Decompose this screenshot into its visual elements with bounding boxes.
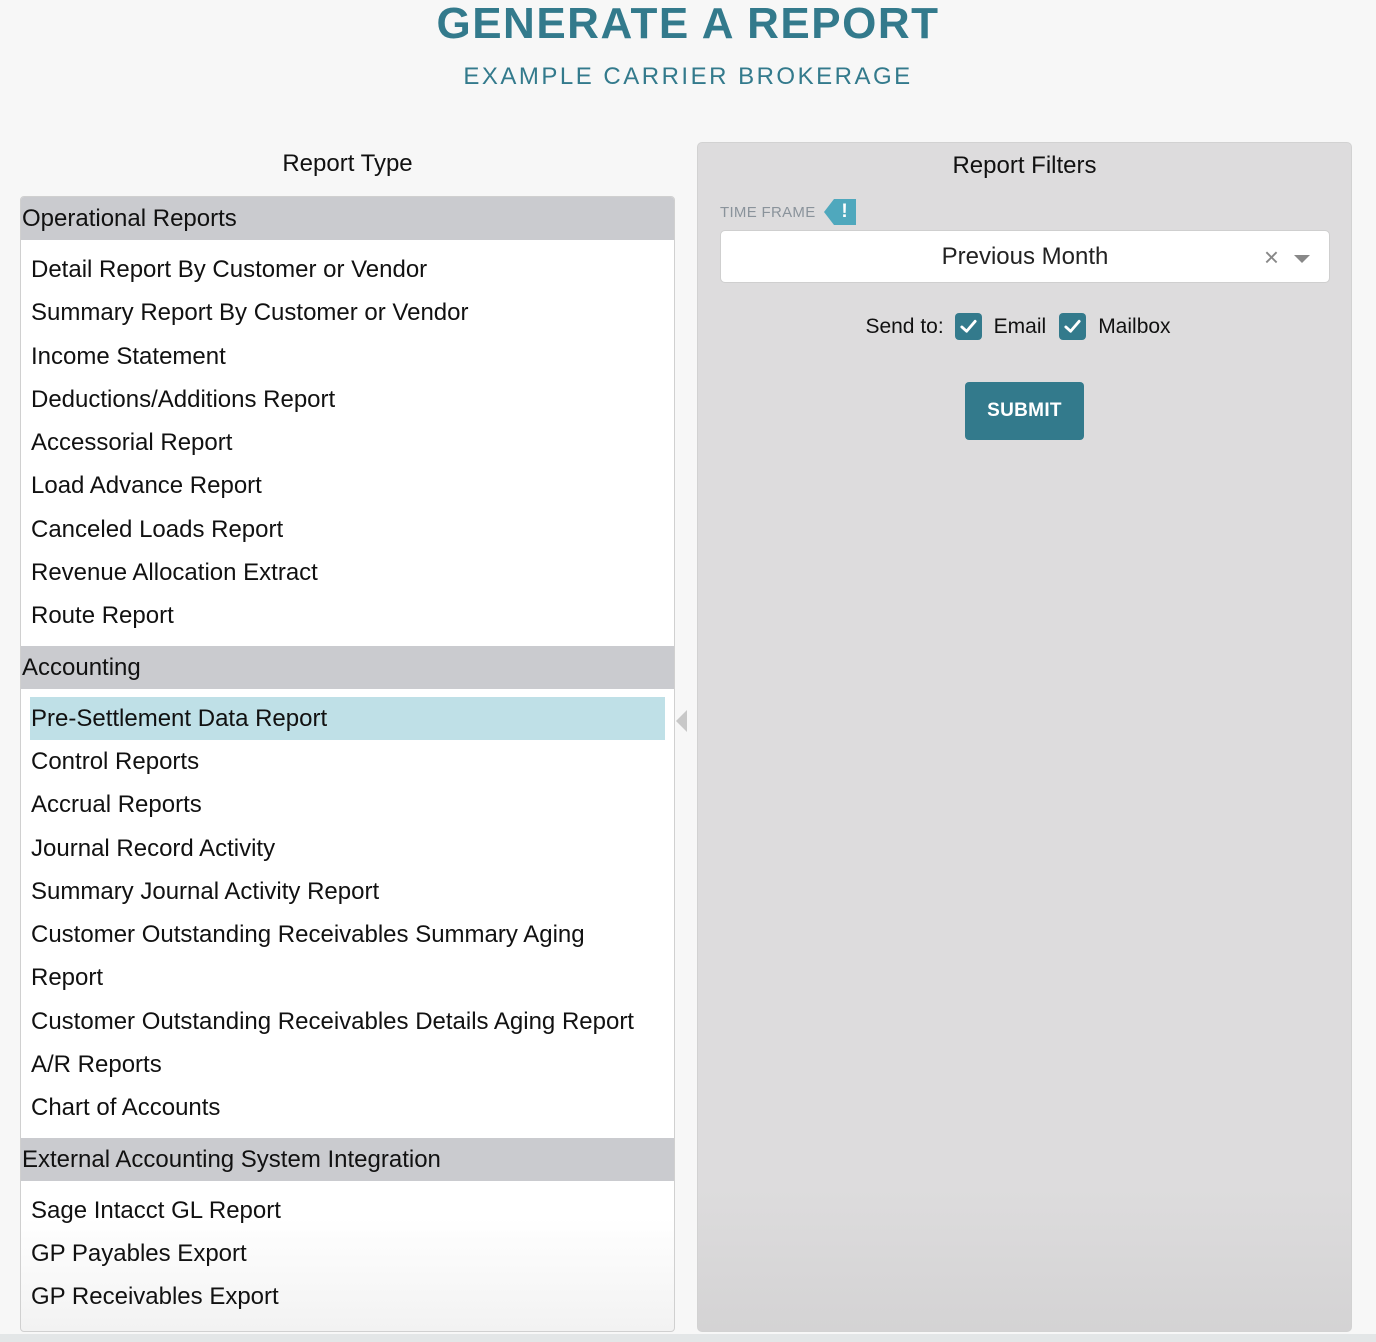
group-header-operational: Operational Reports [21, 197, 674, 240]
report-item-canceled-loads[interactable]: Canceled Loads Report [31, 515, 284, 543]
email-label: Email [993, 314, 1047, 338]
warning-icon: ! [834, 199, 856, 225]
group-header-accounting: Accounting [21, 646, 674, 689]
page-title: GENERATE A REPORT [436, 0, 940, 48]
group-items-external-accounting [21, 1181, 674, 1327]
send-to-row [698, 313, 1351, 340]
report-filters-heading: Report Filters [952, 152, 1097, 179]
group-header-external-accounting: External Accounting System Integration [21, 1138, 674, 1181]
time-frame-select[interactable] [720, 230, 1330, 283]
report-item-summary-by-customer-vendor[interactable]: Summary Report By Customer or Vendor [31, 299, 469, 327]
company-name: EXAMPLE CARRIER BROKERAGE [463, 63, 913, 90]
submit-button[interactable]: SUBMIT [965, 382, 1084, 440]
report-item-gp-receivables-export[interactable]: GP Receivables Export [31, 1283, 279, 1311]
time-frame-label: TIME FRAME [720, 203, 816, 221]
report-item-revenue-allocation[interactable]: Revenue Allocation Extract [31, 559, 318, 587]
report-item-customer-receivables-summary-aging[interactable]: Customer Outstanding Receivables Summary Aging [31, 921, 585, 949]
report-item-accrual-reports[interactable]: Accrual Reports [31, 791, 202, 819]
report-type-list[interactable] [20, 196, 675, 1332]
report-item-route[interactable]: Route Report [31, 602, 174, 630]
page-header [0, 0, 1376, 92]
report-item-control-reports[interactable]: Control Reports [31, 747, 200, 775]
report-item-summary-journal-activity[interactable]: Summary Journal Activity Report [31, 877, 380, 905]
mailbox-label: Mailbox [1098, 314, 1171, 338]
report-item-accessorial[interactable]: Accessorial Report [31, 429, 233, 457]
group-items-accounting [21, 689, 674, 1138]
send-to-label: Send to: [865, 314, 944, 338]
report-item-customer-receivables-details-aging[interactable]: Customer Outstanding Receivables Details Aging Report [31, 1007, 634, 1035]
report-item-pre-settlement-selected[interactable]: Pre-Settlement Data Report [30, 697, 665, 740]
report-type-heading: Report Type [282, 150, 413, 177]
report-item-deductions-additions[interactable]: Deductions/Additions Report [31, 385, 336, 413]
report-item-chart-of-accounts[interactable]: Chart of Accounts [31, 1094, 221, 1122]
report-item-ar-reports[interactable]: A/R Reports [31, 1051, 162, 1079]
time-frame-value: Previous Month [941, 243, 1109, 270]
report-item-load-advance[interactable]: Load Advance Report [31, 472, 262, 500]
mailbox-checkbox[interactable] [1059, 313, 1086, 340]
report-item-journal-record-activity[interactable]: Journal Record Activity [31, 834, 276, 862]
report-item-gp-payables-export[interactable]: GP Payables Export [31, 1239, 247, 1267]
clear-icon[interactable]: × [1263, 242, 1279, 272]
report-type-column [20, 140, 675, 1311]
bottom-strip [0, 1334, 1376, 1342]
report-item-customer-receivables-summary-aging-wrap[interactable]: Report [31, 964, 104, 992]
report-item-income-statement[interactable]: Income Statement [31, 342, 226, 370]
email-checkbox[interactable] [955, 313, 982, 340]
checkmark-icon [959, 317, 978, 336]
report-item-sage-intacct-gl[interactable]: Sage Intacct GL Report [31, 1196, 281, 1224]
report-filters-panel [697, 142, 1352, 1332]
checkmark-icon [1063, 317, 1082, 336]
chevron-down-icon[interactable] [1294, 255, 1310, 263]
time-frame-label-row [720, 199, 856, 225]
report-item-detail-by-customer-vendor[interactable]: Detail Report By Customer or Vendor [31, 256, 428, 283]
selection-pointer-icon [676, 710, 687, 732]
group-items-operational [21, 240, 674, 646]
